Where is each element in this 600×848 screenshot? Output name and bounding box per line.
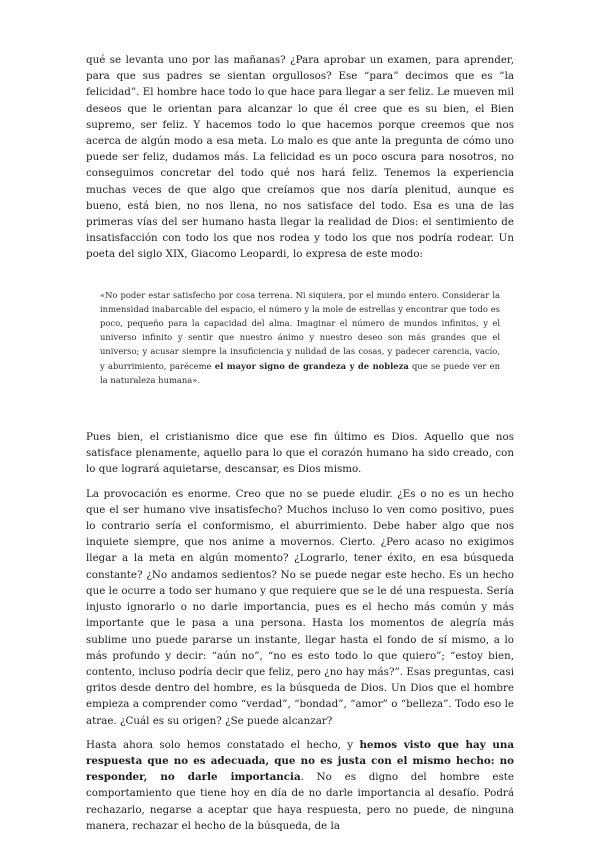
paragraph-provocation: La provocación es enorme. Creo que no se puede eludir. ¿Es o no es un hecho que el ser humano vive insatisfecho? Muchos incluso lo ven como positivo, pues lo contrario sería el conformismo, el aburrimiento. Debe haber algo que nos inquiete siempre, que nos anime a movernos. Cierto. ¿Pero acaso no exigimos llegar a la meta en algún momento? ¿Lograrlo, tener éxito, en esa búsqueda constante? ¿No andamos sedientos? No se puede negar este hecho. Es un hecho que le ocurre a todo ser humano y que requiere que se le dé una respuesta. Sería injusto ignorarlo o no darle importancia, pues es el hecho más común y más importante que le pasa a una persona. Hasta los momentos de alegría más sublime uno puede pararse un instante, llegar hasta el fondo de sí mismo, a lo más profundo y decir: “aún no”, “no es esto todo lo que quiero”; “estoy bien, contento, incluso podría decir que feliz, pero ¿no hay más?”. Esas preguntas, casi gritos desde dentro del hombre, es la búsqueda de Dios. Un Dios que el hombre empieza a comprender como “verdad”, “bondad”, “amor” o “belleza”. Todo eso le atrae. ¿Cuál es su origen? ¿Se puede alcanzar? [86, 487, 514, 727]
p4-start: Hasta ahora solo hemos constatado el hecho, y [86, 738, 354, 751]
p4-bold: hemos visto que hay una respuesta que no es adecuada, que no es justa con el mismo hecho: no responder, no darle importancia [86, 738, 514, 784]
quote-end: que se puede ver en la naturaleza humana». [100, 360, 500, 385]
quote-bold: el mayor signo de grandeza y de nobleza [214, 360, 409, 371]
leopardi-quote [100, 288, 500, 387]
quote-text: «No poder estar satisfecho por cosa terrena. Ni siquiera, por el mundo entero. Considerar la inmensidad inabarcable del espacio, el número y la mole de estrellas y encontrar que todo es poco, pequeño para la capacidad del alma. Imaginar el número de mundos infinitos, y el universo infinito y sentir que nuestro ánimo y nuestro deseo son más grandes que el universo; y acusar siempre la insuficiencia y nulidad de las cosas, y padecer carencia, vacío, y aburrimiento, paréceme [100, 289, 500, 371]
paragraph-response [86, 737, 514, 834]
paragraph-happiness: qué se levanta uno por las mañanas? ¿Para aprobar un examen, para aprender, para que sus padres se sientan orgullosos? Ese “para” decimos que es “la felicidad”. El hombre hace todo lo que hace para llegar a ser feliz. Le mueven mil deseos que le orientan para alcanzar lo que él cree que es su bien, el Bien supremo, ser feliz. Y hacemos todo lo que hacemos porque creemos que nos acerca de algún modo a esa meta. Lo malo es que ante la pregunta de cómo uno puede ser feliz, dudamos más. La felicidad es un poco oscura para nosotros, no conseguimos concretar del todo qué nos hará feliz. Tenemos la experiencia muchas veces de que algo que creíamos que nos daría plenitud, aunque es bueno, está bien, no nos llena, no nos satisface del todo. Esa es una de las primeras vías del ser humano hasta llegar la realidad de Dios: el sentimiento de insatisfacción con todo los que nos rodea y todo los que nos podría rodear. Un poeta del siglo XIX, Giacomo Leopardi, lo expresa de este modo: [86, 54, 514, 261]
p4-end: . No es digno del hombre este comportamiento que tiene hoy en día de no darle importancia al desafío. Podrá rechazarlo, negarse a aceptar que haya respuesta, pero no puede, de ninguna manera, rechazar el hecho de la búsqueda, de la [86, 771, 514, 832]
paragraph-christianity: Pues bien, el cristianismo dice que ese fin último es Dios. Aquello que nos satisface plenamente, aquello para lo que el corazón humano ha sido creado, con lo que logrará aquietarse, descansar, es Dios mismo. [86, 431, 514, 476]
